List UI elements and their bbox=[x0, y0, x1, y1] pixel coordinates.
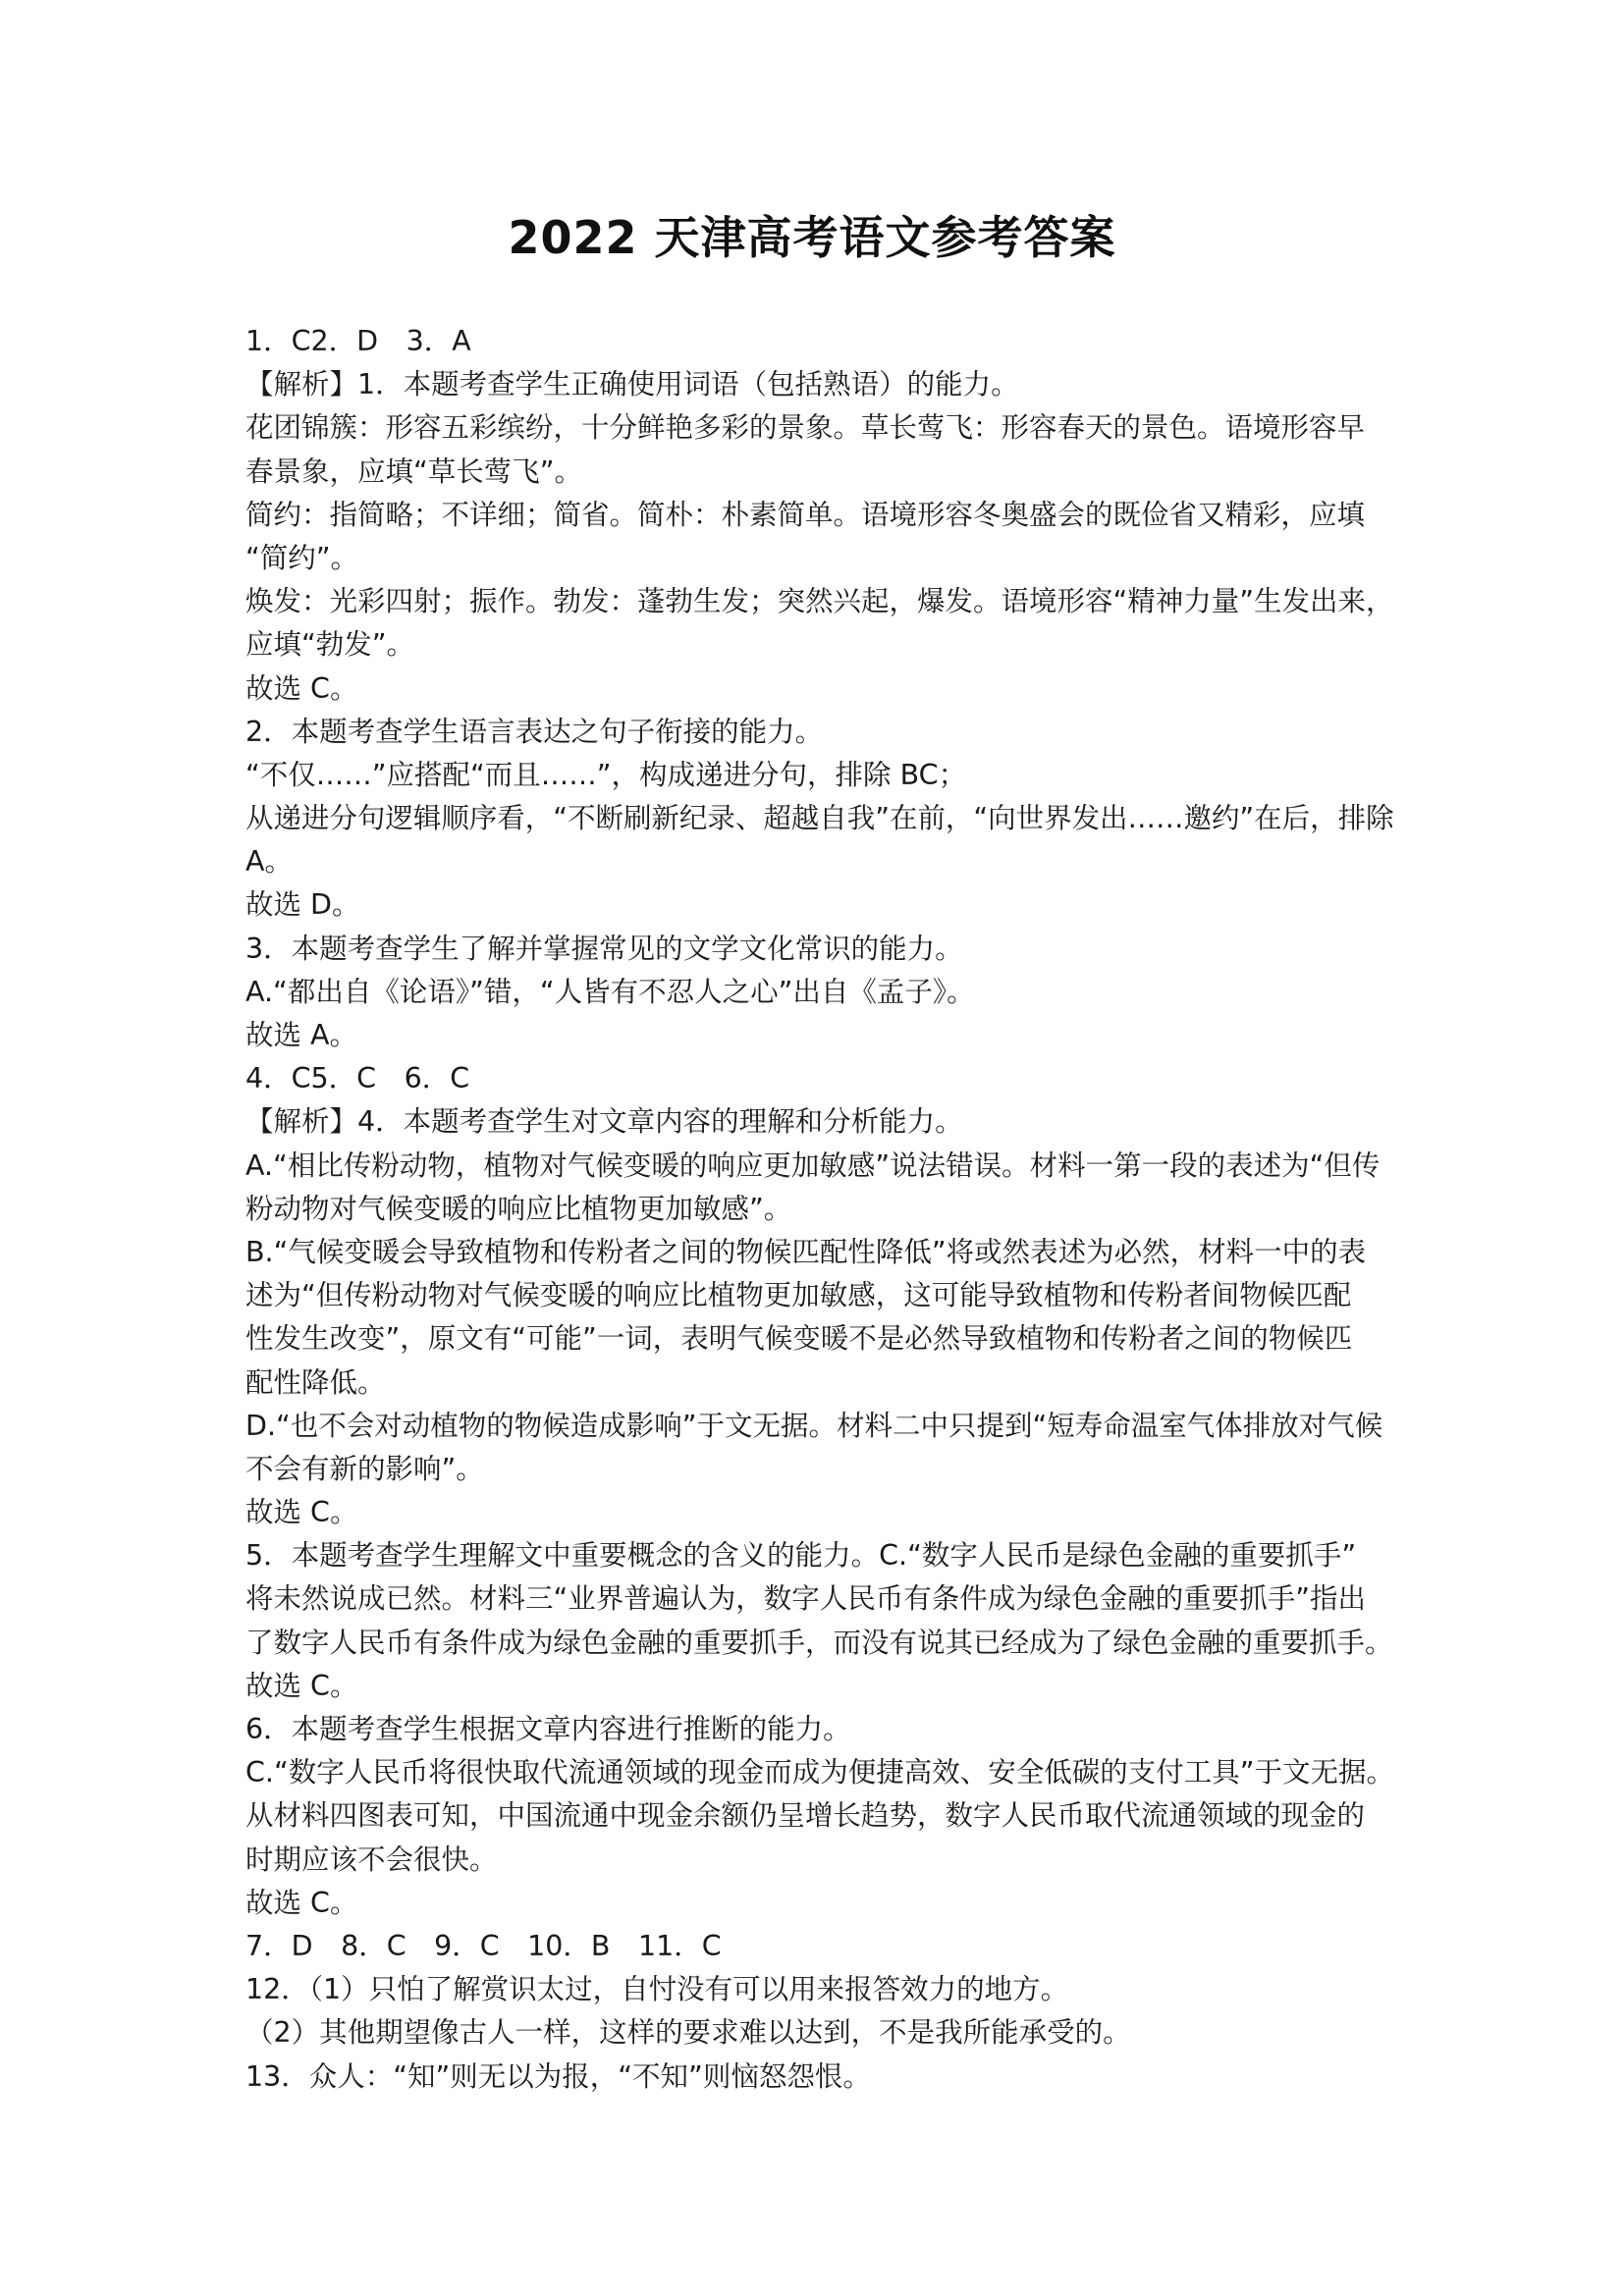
text-line: C.“数字人民币将很快取代流通领域的现金而成为便捷高效、安全低碳的支付工具”于文无据。 bbox=[245, 1756, 1394, 1789]
text-line: 故选 C。 bbox=[245, 1496, 358, 1529]
text-line: B.“气候变暖会导致植物和传粉者之间的物候匹配性降低”将或然表述为必然，材料一中的表 bbox=[245, 1235, 1367, 1268]
text-line: 故选 C。 bbox=[245, 1669, 358, 1702]
text-line: 花团锦簇：形容五彩缤纷，十分鲜艳多彩的景象。草长莺飞：形容春天的景色。语境形容早 bbox=[245, 411, 1366, 445]
text-line: “不仅……”应搭配“而且……”，构成递进分句，排除 BC； bbox=[245, 758, 967, 791]
text-line: 配性降低。 bbox=[245, 1365, 386, 1399]
text-line: 性发生改变”，原文有“可能”一词，表明气候变暖不是必然导致植物和传粉者之间的物候匹 bbox=[245, 1322, 1353, 1356]
answer-body bbox=[245, 320, 1394, 2099]
text-line: 13．众人：“知”则无以为报，“不知”则恼怒怨恨。 bbox=[245, 2059, 871, 2093]
text-line: 3．本题考查学生了解并掌握常见的文学文化常识的能力。 bbox=[245, 932, 963, 965]
text-line: 从材料四图表可知，中国流通中现金余额仍呈增长趋势，数字人民币取代流通领域的现金的 bbox=[245, 1799, 1366, 1833]
text-line: 7．D 8．C 9．C 10．B 11．C bbox=[245, 1929, 722, 1962]
text-line: 从递进分句逻辑顺序看，“不断刷新纪录、超越自我”在前，“向世界发出……邀约”在后，排除 bbox=[245, 802, 1394, 835]
text-line: 粉动物对气候变暖的响应比植物更加敏感”。 bbox=[245, 1192, 792, 1225]
text-line: 述为“但传粉动物对气候变暖的响应比植物更加敏感，这可能导致植物和传粉者间物候匹配 bbox=[245, 1279, 1352, 1312]
text-line: 【解析】4．本题考查学生对文章内容的理解和分析能力。 bbox=[245, 1105, 963, 1139]
text-line: 12．（1）只怕了解赏识太过，自忖没有可以用来报答效力的地方。 bbox=[245, 1973, 1069, 2006]
text-line: 时期应该不会很快。 bbox=[245, 1842, 498, 1876]
text-line: 故选 C。 bbox=[245, 671, 358, 705]
text-line: A.“都出自《论语》”错，“人皆有不忍人之心”出自《孟子》。 bbox=[245, 975, 975, 1008]
text-line: 5．本题考查学生理解文中重要概念的含义的能力。C.“数字人民币是绿色金融的重要抓手” bbox=[245, 1539, 1357, 1573]
text-line: 简约：指简略；不详细；简省。简朴：朴素简单。语境形容冬奥盛会的既俭省又精彩，应填 bbox=[245, 498, 1366, 531]
text-line: 不会有新的影响”。 bbox=[245, 1452, 484, 1485]
text-line: A.“相比传粉动物，植物对气候变暖的响应更加敏感”说法错误。材料一第一段的表述为“但传 bbox=[245, 1148, 1380, 1182]
text-line: 春景象，应填“草长莺飞”。 bbox=[245, 454, 583, 488]
text-line: 故选 D。 bbox=[245, 888, 360, 922]
text-line: 4．C5．C 6．C bbox=[245, 1062, 470, 1095]
text-line: 6．本题考查学生根据文章内容进行推断的能力。 bbox=[245, 1713, 851, 1745]
text-line: 应填“勃发”。 bbox=[245, 628, 415, 662]
text-line: 焕发：光彩四射；振作。勃发：蓬勃生发；突然兴起，爆发。语境形容“精神力量”生发出来， bbox=[245, 585, 1394, 618]
text-line: 2．本题考查学生语言表达之句子衔接的能力。 bbox=[245, 715, 824, 748]
text-line: 了数字人民币有条件成为绿色金融的重要抓手，而没有说其已经成为了绿色金融的重要抓手。 bbox=[245, 1626, 1393, 1659]
text-line: “简约”。 bbox=[245, 541, 359, 574]
document-title: 2022 天津高考语文参考答案 bbox=[508, 211, 1116, 264]
text-line: 1．C2．D 3．A bbox=[245, 325, 471, 357]
text-line: （2）其他期望像古人一样，这样的要求难以达到，不是我所能承受的。 bbox=[245, 2016, 1131, 2050]
text-line: 故选 A。 bbox=[245, 1019, 358, 1051]
text-line: D.“也不会对动植物的物候造成影响”于文无据。材料二中只提到“短寿命温室气体排放对气候 bbox=[245, 1409, 1383, 1442]
text-line: A。 bbox=[245, 845, 293, 879]
text-line: 故选 C。 bbox=[245, 1886, 358, 1919]
text-line: 将未然说成已然。材料三“业界普遍认为，数字人民币有条件成为绿色金融的重要抓手”指出 bbox=[245, 1582, 1367, 1616]
text-line: 【解析】1．本题考查学生正确使用词语（包括熟语）的能力。 bbox=[245, 368, 1019, 401]
